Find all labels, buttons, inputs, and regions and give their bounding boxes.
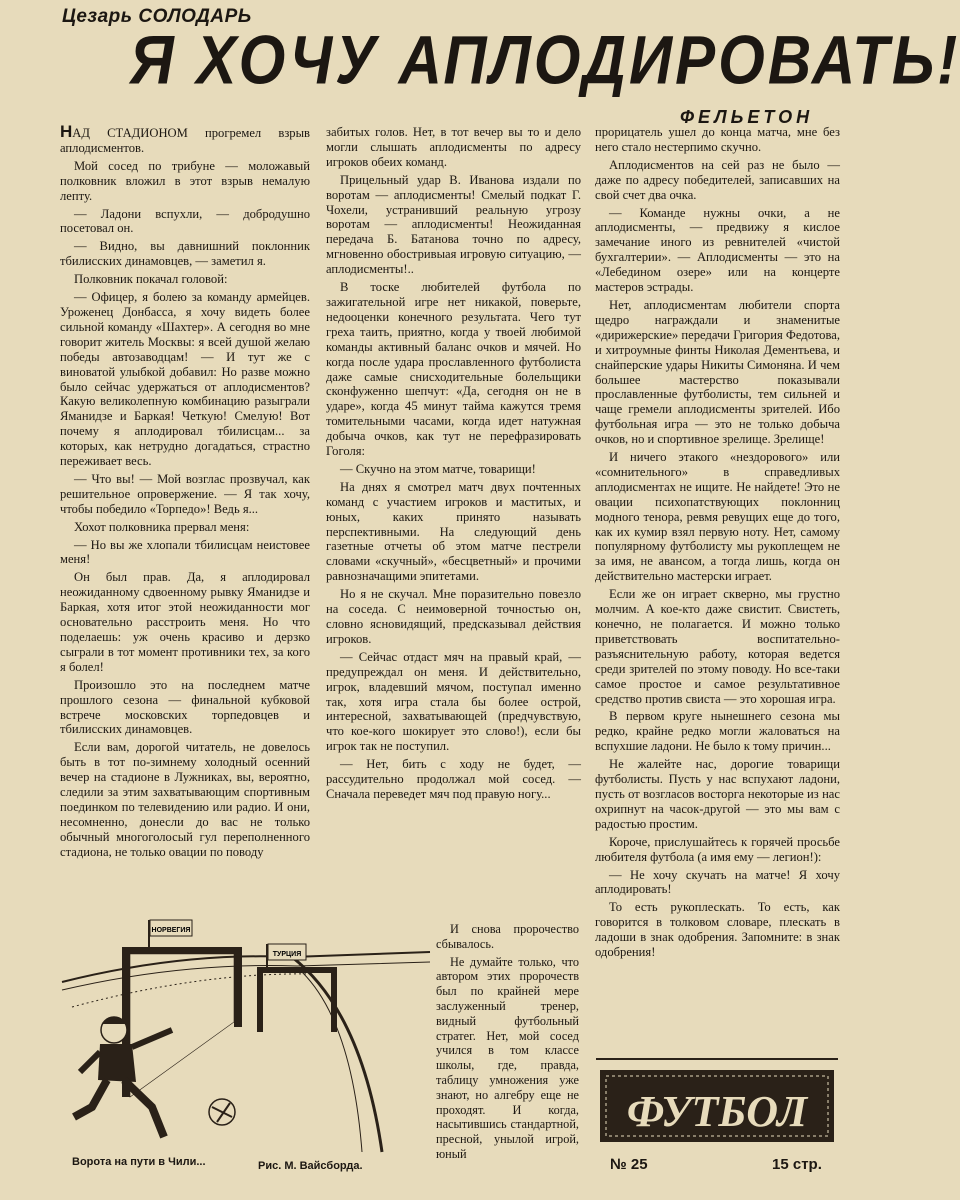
paragraph: — Нет, бить с ходу не будет, — рассудительно продолжал мой сосед. — Сначала переведет мяч под правую ногу... [326,757,581,801]
paragraph: То есть рукоплескать. То есть, как говорится в толковом словаре, плескать в ладоши в знак одобрения. Запомните: в знак одобрения! [595,900,840,960]
paragraph: Если же он играет скверно, мы грустно молчим. А кое-кто даже свистит. Свистеть, конечно, не полагается. И можно только приветствовать воспитательно-разъяснительную работу, которая ведется среди зрителей по этому поводу. Но все-таки самое простое и самое результативное средство против свиста — это хорошая игра. [595,587,840,706]
paragraph: Не думайте только, что автором этих пророчеств был по крайней мере заслуженный тренер, видный футбольный стратег. Нет, мой сосед учился в том классе школы, где, правда, таблицу умножения уже знают, но алгебру еще не проходят. И когда, насытившись стандартной, пресной, унылой игрой, юный [436,954,579,1161]
article-column-2 [326,125,581,925]
illustration-caption: Ворота на пути в Чили... [72,1156,206,1168]
paragraph: Не жалейте нас, дорогие товарищи футболисты. Пусть у нас вспухают ладони, пусть от возгласов восторга некоторые из нас охрипнут на часок-другой — это мы вам с радостью простим. [595,757,840,831]
paragraph: Он был прав. Да, я аплодировал неожиданному сдвоенному рывку Яманидзе и Баркая, хотя итог этой неожиданности мог основательно расстроить меня. Но что поделаешь: уж очень красиво и дерзко сыграли в тот момент противники тех, за кого я болел! [60,570,310,674]
paragraph: Произошло это на последнем матче прошлого сезона — финальной кубковой встрече московских торпедовцев и тбилисских динамовцев. [60,677,310,737]
paragraph: Короче, прислушайтесь к горячей просьбе любителя футбола (а имя ему — легион!): [595,834,840,864]
page-number: 15 стр. [772,1156,822,1173]
paragraph: Прицельный удар В. Иванова издали по воротам — аплодисменты! Смелый подкат Г. Чохели, устранивший реальную угрозу воротам — аплодисменты! Неожиданная передача Б. Батанова точно по адресу, мгновенно обостривыая игровую ситуацию, — аплодисменты!.. [326,172,581,277]
article-column-3 [595,125,840,1055]
article-column-1 [60,122,310,905]
flag-right-label: ТУРЦИЯ [272,951,302,958]
paragraph: — Но вы же хлопали тбилисцам неистовее меня! [60,537,310,567]
flag-left-label: НОРВЕГИЯ [151,927,191,934]
paragraph: — Ладони вспухли, — добродушно посетовал он. [60,206,310,236]
paragraph: Аплодисментов на сей раз не было — даже по адресу победителей, записавших на свой счет два очка. [595,157,840,202]
cartoon-illustration [62,912,430,1152]
divider [596,1058,838,1060]
paragraph: Если вам, дорогой читатель, не довелось быть в тот по-зимнему холодный осенний вечер на стадионе в Лужниках, вы, вероятно, следили за этим захватывающим спортивным поединком по телевидению или радио. И они, несомненно, донесли до вас не только обычный многоголосый гул переполненного стадиона, не только овации по поводу [60,740,310,859]
paragraph: — Видно, вы давнишний поклонник тбилисских динамовцев, — заметил я. [60,239,310,269]
futbol-logo [596,1062,838,1150]
paragraph: Хохот полковника прервал меня: [74,519,250,534]
paragraph: — Что вы! — Мой возглас прозвучал, как решительное опровержение. — Я так хочу, чтобы победило «Торпедо»! Ведь я... [60,471,310,516]
paragraph: — Сейчас отдаст мяч на правый край, — предупреждал он меня. И действительно, игрок, владевший мячом, поступал именно так, хотя игра стала бы более острой, интересной, захватывающей (предчувствую, что кое-кого шокирует это слово!), если бы игрок так не поступил. [326,649,581,754]
rubric-label: ФЕЛЬЕТОН [680,107,814,127]
paragraph: — Команде нужны очки, а не аплодисменты, — предвижу я кислое замечание иного из ревнителей «чистой бухгалтерии». — Аплодисменты — это на «Лебедином озере» или на концерте мастеров эстрады. [595,205,840,295]
author-name: Цезарь СОЛОДАРЬ [62,6,252,27]
illustration-credit: Рис. М. Вайсборда. [258,1160,363,1172]
paragraph: Но я не скучал. Мне поразительно повезло на соседа. С неимоверной точностью он, словно ясновидящий, предсказывал действия игроков. [326,587,581,646]
paragraph: На днях я смотрел матч двух почтенных команд с участием игроков и маститых, и юных, каких принято называть перспективными. На следующий день газетные отчеты об этом матче пестрели словами «скучный», «бесцветный» и прочими равнозначащими эпитетами. [326,479,581,584]
paragraph: В тоске любителей футбола по зажигательной игре нет никакой, поверьте, недооценки конечного результата. Чего тут греха таить, приятно, когда у твоей любимой команды активный баланс очков и мячей. Но когда после удара прославленного футболиста даже самые снисходительные болельщики сконфуженно шепчут: «Да, сегодня он не в ударе», когда 45 минут тайма кажутся тремя томительными часами, когда идет натужная добыча очков, как тут не перефразировать Гоголя: [326,280,581,459]
paragraph: И ничего этакого «нездорового» или «сомнительного» в справедливых аплодисментах не ищите. Не найдете! Это не овации психопатствующих поклонниц модного тенора, ревмя ревущих еще до того, как их кумир взял первую ноту. Нет, самому популярному футболисту мы рукоплещем не за имя, не авансом, а тогда лишь, когда он действительно мастерски играет. [595,450,840,584]
paragraph: — Не хочу скучать на матче! Я хочу аплодировать! [595,867,840,897]
paragraph: НАД СТАДИОНОМ прогремел взрыв аплодисментов. [60,122,310,155]
article-title: Я ХОЧУ АПЛОДИРОВАТЬ! [130,21,960,99]
article-column-2-continued [436,922,579,1177]
paragraph: — Офицер, я болею за команду армейцев. Уроженец Донбасса, я хочу видеть более сильной команду «Шахтер». А сегодня во мне говорит житель Москвы: я всей душой желаю победы автозаводцам! — И тут же с виноватой улыбкой добавил: Но разве можно было сейчас удержаться от аплодисментов? Какую великолепную комбинацию разыграли Яманидзе и Баркая! Четкую! Смелую! Вот почему я аплодировал тбилисцам... за которых, как нетрудно догадаться, страстно переживает весь. [60,290,310,469]
paragraph: прорицатель ушел до конца матча, мне без него стало нестерпимо скучно. [595,125,840,154]
paragraph: забитых голов. Нет, в тот вечер вы то и дело могли слышать аплодисменты по адресу игроков обеих команд. [326,125,581,169]
paragraph: И снова пророчество сбывалось. [436,922,579,951]
issue-number: № 25 [610,1156,648,1173]
drop-cap: Н [60,122,73,141]
paragraph: — Скучно на этом матче, товарищи! [340,461,536,476]
paragraph: Мой сосед по трибуне — моложавый полковник вложил в этот взрыв немалую лепту. [60,158,310,203]
paragraph: В первом круге нынешнего сезона мы редко, крайне редко могли жаловаться на вспухшие ладони. Не было к тому причин... [595,709,840,754]
paragraph: Нет, аплодисментам любители спорта щедро награждали и знаменитые «дирижерские» передачи Григория Федотова, и хитроумные финты Николая Дементьева, и снайперские удары Никиты Симоняна. И чем большее мастерство показывали прославленные футболисты, тем сильней и чаще гремели аплодисменты зрителей. Ибо футбольная игра — это не только добыча очков, но и спортивное зрелище. Зрелище! [595,297,840,447]
paragraph: Полковник покачал головой: [74,272,228,287]
svg-text:ФУТБОЛ: ФУТБОЛ [626,1087,808,1136]
